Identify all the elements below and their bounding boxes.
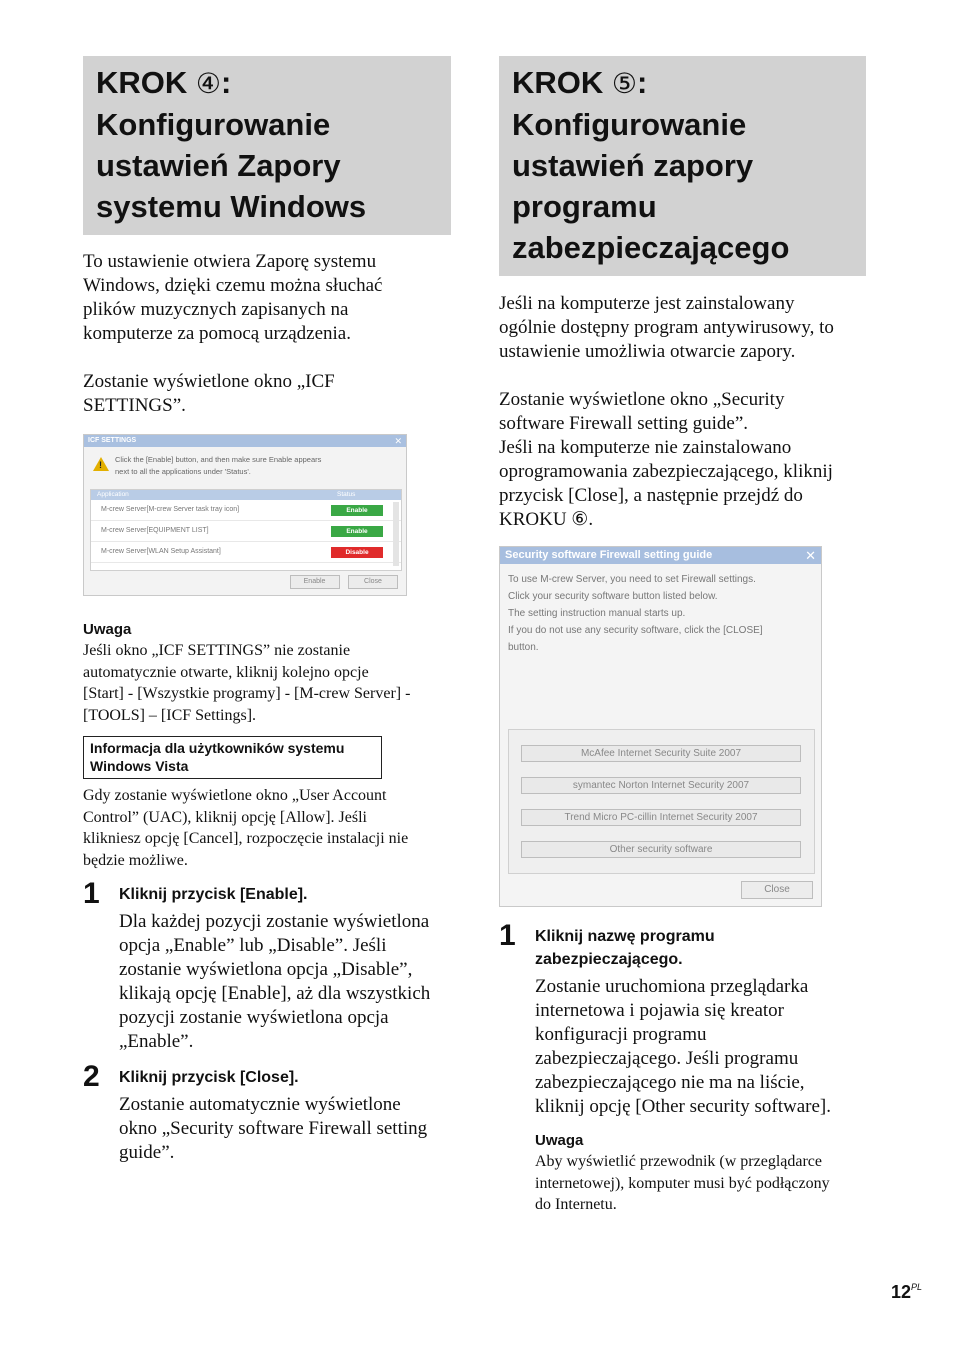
text-line: Aby wyświetlić przewodnik (w przeglądarce bbox=[535, 1153, 822, 1170]
vista-box-line: Informacja dla użytkowników systemu bbox=[90, 740, 345, 756]
security-guide-screenshot bbox=[499, 546, 822, 907]
table-row bbox=[91, 521, 401, 542]
step4-krok: KROK bbox=[96, 65, 188, 100]
status-enable-button[interactable]: Enable bbox=[331, 526, 383, 537]
col-application: Application bbox=[97, 491, 129, 498]
step5-window-text bbox=[499, 388, 866, 532]
mcafee-button[interactable]: McAfee Internet Security Suite 2007 bbox=[521, 745, 801, 762]
step5-number: ⑤ bbox=[611, 68, 638, 99]
page-number bbox=[891, 1282, 922, 1303]
security-title-bar bbox=[500, 547, 821, 564]
vista-text bbox=[83, 785, 451, 871]
text-line: zabezpieczającego. Jeśli programu bbox=[535, 1048, 799, 1069]
other-security-software-button[interactable]: Other security software bbox=[521, 841, 801, 858]
step-body bbox=[119, 910, 451, 1054]
step4-colon: : bbox=[221, 65, 232, 100]
security-window-title: Security software Firewall setting guide bbox=[505, 549, 713, 561]
step4-window-text bbox=[83, 370, 451, 418]
step4-intro bbox=[83, 250, 451, 346]
scrollbar[interactable] bbox=[393, 502, 399, 566]
enable-button[interactable]: Enable bbox=[290, 575, 340, 589]
trend-micro-button[interactable]: Trend Micro PC-cillin Internet Security 2007 bbox=[521, 809, 801, 826]
text-line: To ustawienie otwiera Zaporę systemu bbox=[83, 251, 377, 272]
close-button[interactable]: Close bbox=[741, 881, 813, 899]
text-line: klikają opcję [Enable], aż dla wszystkich bbox=[119, 983, 431, 1004]
step-title: Kliknij przycisk [Enable]. bbox=[119, 886, 308, 903]
text-line: pozycji zostanie wyświetlona opcja bbox=[119, 1007, 389, 1028]
text-line: [Start] - [Wszystkie programy] - [M-crew Server] - bbox=[83, 685, 411, 702]
text-line: kliknij opcję [Other security software]. bbox=[535, 1096, 831, 1117]
table-row bbox=[91, 500, 401, 521]
text-line: klikniesz opcję [Cancel], rozpoczęcie instalacji nie bbox=[83, 830, 409, 847]
step-title-line: zabezpieczającego. bbox=[535, 951, 683, 968]
note-body bbox=[535, 1151, 866, 1216]
step5-title-line bbox=[512, 62, 854, 104]
close-icon[interactable]: ✕ bbox=[805, 548, 816, 563]
text-line: automatycznie otwarte, kliknij kolejno opcje bbox=[83, 663, 369, 681]
security-message-line: If you do not use any security software, click the [CLOSE] bbox=[508, 625, 763, 636]
security-message-line: The setting instruction manual starts up. bbox=[508, 608, 686, 619]
text-line: plików muzycznych zapisanych na bbox=[83, 299, 349, 320]
text-line: zabezpieczającego nie ma na liście, bbox=[535, 1072, 805, 1093]
text-line: Gdy zostanie wyświetlone okno „User Account bbox=[83, 787, 387, 804]
close-button[interactable]: Close bbox=[348, 575, 398, 589]
close-icon[interactable]: ✕ bbox=[394, 436, 402, 446]
step-1 bbox=[83, 877, 451, 1054]
text-line: Control” (UAC), kliknij opcję [Allow]. Jeśli bbox=[83, 808, 367, 826]
text-line: Zostanie wyświetlone okno „ICF bbox=[83, 371, 335, 392]
icf-window-title: ICF SETTINGS bbox=[88, 437, 137, 444]
text-line: Windows, dzięki czemu można słuchać bbox=[83, 275, 383, 296]
right-column bbox=[499, 56, 866, 1216]
status-disable-button[interactable]: Disable bbox=[331, 547, 383, 558]
text-line: ogólnie dostępny program antywirusowy, to bbox=[499, 317, 834, 338]
text-line: Zostanie uruchomiona przeglądarka bbox=[535, 976, 809, 997]
table-row bbox=[91, 542, 401, 563]
step4-title-text: ustawień Zapory bbox=[96, 148, 341, 183]
text-line: internetowa i pojawia się kreator bbox=[535, 1000, 785, 1021]
left-column bbox=[83, 56, 451, 1165]
text-line: SETTINGS”. bbox=[83, 395, 186, 416]
text-line: Jeśli na komputerze jest zainstalowany bbox=[499, 293, 795, 314]
text-line: będzie możliwe. bbox=[83, 851, 188, 869]
note-heading: Uwaga bbox=[83, 621, 132, 638]
text-line: zostanie wyświetlona opcja „Disable”, bbox=[119, 959, 413, 980]
app-name: M-crew Server[WLAN Setup Assistant] bbox=[101, 548, 221, 555]
text-line: „Enable”. bbox=[119, 1031, 194, 1052]
status-enable-button[interactable]: Enable bbox=[331, 505, 383, 516]
note-heading: Uwaga bbox=[535, 1132, 584, 1149]
text-line: [TOOLS] – [ICF Settings]. bbox=[83, 706, 257, 724]
step5-krok: KROK bbox=[512, 65, 604, 100]
security-software-list bbox=[508, 729, 815, 874]
icf-message-line: Click the [Enable] button, and then make sure Enable appears bbox=[115, 455, 322, 464]
vista-info-box bbox=[83, 736, 382, 779]
text-line: okno „Security software Firewall setting bbox=[119, 1118, 428, 1139]
step-number: 2 bbox=[83, 1060, 100, 1093]
vista-box-line: Windows Vista bbox=[90, 758, 189, 774]
step-body bbox=[119, 1093, 451, 1165]
security-message-line: To use M-crew Server, you need to set Firewall settings. bbox=[508, 574, 756, 585]
norton-button[interactable]: symantec Norton Internet Security 2007 bbox=[521, 777, 801, 794]
text-line: KROKU ⑥. bbox=[499, 509, 594, 530]
step-title bbox=[535, 925, 866, 971]
text-line: oprogramowania zabezpieczającego, kliknij bbox=[499, 461, 833, 482]
step4-title-line bbox=[96, 62, 439, 104]
text-line: konfiguracji programu bbox=[535, 1024, 707, 1045]
step5-title-text: zabezpieczającego bbox=[512, 230, 790, 265]
icf-message bbox=[115, 454, 375, 478]
icf-message-line: next to all the applications under 'Status'. bbox=[115, 467, 251, 476]
icf-application-table bbox=[90, 489, 402, 571]
step-title-line: Kliknij nazwę programu bbox=[535, 928, 715, 945]
page-language-code: PL bbox=[911, 1282, 923, 1292]
step-body bbox=[535, 975, 866, 1119]
step5-intro bbox=[499, 292, 866, 364]
text-line: internetowej), komputer musi być podłączony bbox=[535, 1174, 830, 1192]
step5-title-text: Konfigurowanie bbox=[512, 107, 747, 142]
icf-title-bar bbox=[84, 435, 406, 447]
security-message-line: Click your security software button listed below. bbox=[508, 591, 718, 602]
step5-title-box bbox=[499, 56, 866, 276]
page-number-value: 12 bbox=[891, 1282, 912, 1302]
text-line: komputerze za pomocą urządzenia. bbox=[83, 323, 351, 344]
step-title: Kliknij przycisk [Close]. bbox=[119, 1069, 299, 1086]
step-1 bbox=[499, 919, 866, 1216]
icf-button-row bbox=[286, 570, 398, 589]
text-line: Jeśli okno „ICF SETTINGS” nie zostanie bbox=[83, 642, 351, 659]
text-line: software Firewall setting guide”. bbox=[499, 413, 749, 434]
security-message bbox=[508, 571, 813, 656]
text-line: opcja „Enable” lub „Disable”. Jeśli bbox=[119, 935, 387, 956]
col-status: Status bbox=[337, 491, 356, 498]
step4-number: ④ bbox=[195, 68, 222, 99]
step5-title-text: ustawień zapory bbox=[512, 148, 754, 183]
text-line: ustawienie umożliwia otwarcie zapory. bbox=[499, 341, 796, 362]
app-name: M-crew Server[M-crew Server task tray icon] bbox=[101, 506, 240, 513]
text-line: do Internetu. bbox=[535, 1196, 617, 1213]
text-line: Dla każdej pozycji zostanie wyświetlona bbox=[119, 911, 430, 932]
step5-colon: : bbox=[637, 65, 648, 100]
step-2 bbox=[83, 1060, 451, 1165]
text-line: Zostanie automatycznie wyświetlone bbox=[119, 1094, 401, 1115]
icf-table-header bbox=[91, 490, 401, 500]
step5-title-text: programu bbox=[512, 189, 657, 224]
text-line: Jeśli na komputerze nie zainstalowano bbox=[499, 437, 792, 458]
icf-settings-screenshot bbox=[83, 434, 407, 596]
step-number: 1 bbox=[499, 919, 516, 952]
text-line: przycisk [Close], a następnie przejdź do bbox=[499, 485, 803, 506]
step4-title-text: Konfigurowanie bbox=[96, 107, 331, 142]
step-number: 1 bbox=[83, 877, 100, 910]
step4-title-box bbox=[83, 56, 451, 235]
step4-title-text: systemu Windows bbox=[96, 189, 367, 224]
text-line: Zostanie wyświetlone okno „Security bbox=[499, 389, 785, 410]
app-name: M-crew Server[EQUIPMENT LIST] bbox=[101, 527, 209, 534]
note-body bbox=[83, 640, 451, 726]
text-line: guide”. bbox=[119, 1142, 175, 1163]
security-message-line: button. bbox=[508, 642, 539, 653]
warning-icon: ! bbox=[93, 457, 109, 471]
